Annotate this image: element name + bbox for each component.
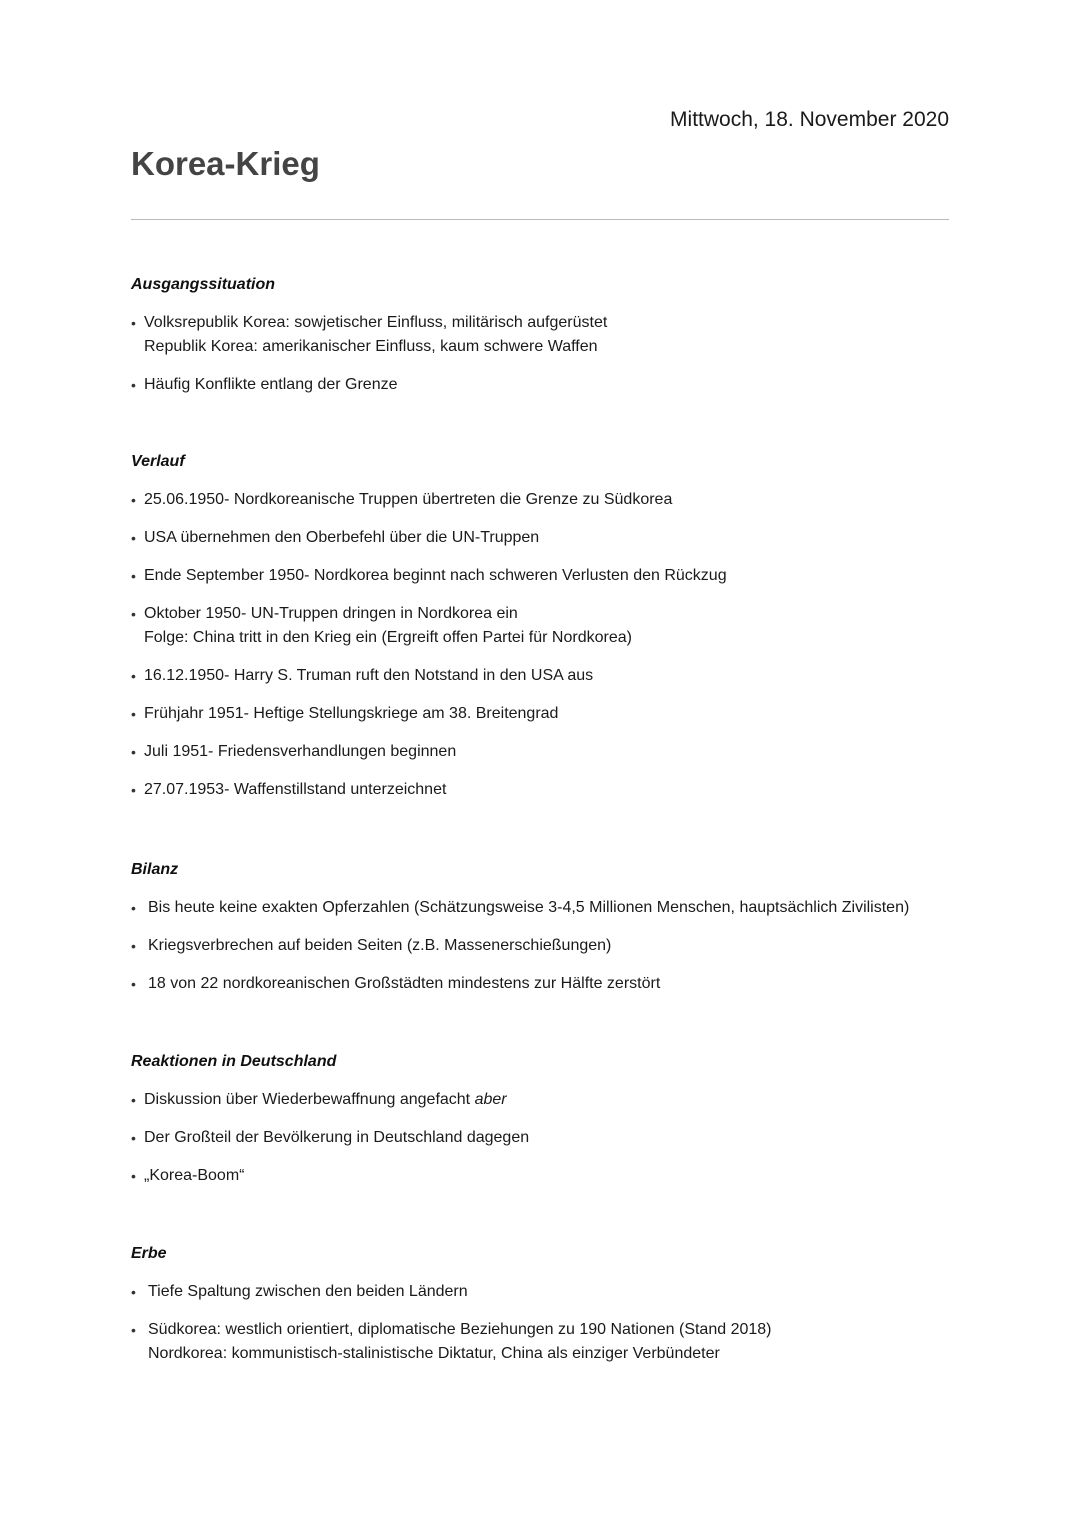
- list-item: [131, 1318, 961, 1366]
- section-heading: Erbe: [131, 1245, 167, 1262]
- list-item: [131, 373, 961, 397]
- bullet-icon: •: [131, 377, 136, 393]
- bullet-list: [131, 311, 961, 397]
- list-item-text: Der Großteil der Bevölkerung in Deutschland dagegen: [144, 1129, 530, 1146]
- list-item-text: Frühjahr 1951- Heftige Stellungskriege am 38. Breitengrad: [144, 705, 559, 722]
- list-item-text: USA übernehmen den Oberbefehl über die UN-Truppen: [144, 529, 540, 546]
- list-item-text: Volksrepublik Korea: sowjetischer Einfluss, militärisch aufgerüstet: [144, 314, 608, 331]
- bullet-icon: •: [131, 492, 136, 508]
- bullet-icon: •: [131, 1284, 136, 1300]
- list-item-text: Juli 1951- Friedensverhandlungen beginnen: [144, 743, 457, 760]
- list-item: [131, 1164, 961, 1188]
- list-item: [131, 664, 961, 688]
- bullet-icon: •: [131, 1130, 136, 1146]
- list-item-text-wrapper: [144, 1088, 961, 1112]
- title-divider: [131, 219, 949, 220]
- list-item-text: 27.07.1953- Waffenstillstand unterzeichnet: [144, 781, 447, 798]
- bullet-list: [131, 488, 961, 802]
- bullet-icon: •: [131, 782, 136, 798]
- list-item: [131, 702, 961, 726]
- list-item-text: Ende September 1950- Nordkorea beginnt nach schweren Verlusten den Rückzug: [144, 567, 727, 584]
- section-heading: Ausgangssituation: [131, 276, 276, 293]
- list-item: [131, 740, 961, 764]
- list-item: [131, 1280, 961, 1304]
- bullet-list: [131, 896, 961, 996]
- bullet-icon: •: [131, 744, 136, 760]
- bullet-icon: •: [131, 706, 136, 722]
- list-item-text: Häufig Konflikte entlang der Grenze: [144, 376, 398, 393]
- list-item-text: Tiefe Spaltung zwischen den beiden Ländern: [148, 1283, 468, 1300]
- list-item-text: Diskussion über Wiederbewaffnung angefacht: [144, 1091, 475, 1108]
- list-item: [131, 602, 961, 650]
- bullet-icon: •: [131, 1168, 136, 1184]
- list-item: [131, 564, 961, 588]
- section-ausgangssituation: [131, 273, 961, 397]
- section-reaktionen: [131, 1050, 961, 1188]
- section-heading: Verlauf: [131, 453, 185, 470]
- bullet-icon: •: [131, 938, 136, 954]
- list-item-text: 18 von 22 nordkoreanischen Großstädten mindestens zur Hälfte zerstört: [148, 975, 661, 992]
- bullet-icon: •: [131, 530, 136, 546]
- section-verlauf: [131, 450, 961, 802]
- list-item: [131, 972, 961, 996]
- list-item-text: 16.12.1950- Harry S. Truman ruft den Notstand in den USA aus: [144, 667, 594, 684]
- list-item: [131, 896, 961, 920]
- list-item-text: Oktober 1950- UN-Truppen dringen in Nordkorea ein: [144, 605, 518, 622]
- list-item: [131, 778, 961, 802]
- list-item-text: 25.06.1950- Nordkoreanische Truppen übertreten die Grenze zu Südkorea: [144, 491, 673, 508]
- bullet-icon: •: [131, 1092, 136, 1108]
- list-item: [131, 488, 961, 512]
- list-item: [131, 1088, 961, 1112]
- list-item: [131, 526, 961, 550]
- list-item-text-continued: Folge: China tritt in den Krieg ein (Ergreift offen Partei für Nordkorea): [144, 629, 632, 646]
- list-item-text-continued: Republik Korea: amerikanischer Einfluss, kaum schwere Waffen: [144, 338, 598, 355]
- bullet-icon: •: [131, 606, 136, 622]
- list-item-text-continued: Nordkorea: kommunistisch-stalinistische Diktatur, China als einziger Verbündeter: [148, 1345, 720, 1362]
- page-title: Korea-Krieg: [131, 145, 320, 182]
- bullet-list: [131, 1088, 961, 1188]
- section-heading: Reaktionen in Deutschland: [131, 1053, 337, 1070]
- section-erbe: [131, 1242, 961, 1366]
- bullet-icon: •: [131, 976, 136, 992]
- bullet-icon: •: [131, 315, 136, 331]
- list-item: [131, 311, 961, 359]
- bullet-list: [131, 1280, 961, 1366]
- list-item: [131, 1126, 961, 1150]
- list-item-text: Südkorea: westlich orientiert, diplomatische Beziehungen zu 190 Nationen (Stand 2018): [148, 1321, 772, 1338]
- bullet-icon: •: [131, 900, 136, 916]
- bullet-icon: •: [131, 668, 136, 684]
- section-heading: Bilanz: [131, 861, 179, 878]
- list-item-text: „Korea-Boom“: [144, 1167, 245, 1184]
- date-line: Mittwoch, 18. November 2020: [670, 108, 949, 131]
- section-bilanz: [131, 858, 961, 996]
- list-item-text: Bis heute keine exakten Opferzahlen (Schätzungsweise 3-4,5 Millionen Menschen, hauptsächlich Zivilisten): [148, 899, 910, 916]
- emphasis-text: aber: [474, 1091, 507, 1108]
- bullet-icon: •: [131, 1322, 136, 1338]
- bullet-icon: •: [131, 568, 136, 584]
- list-item-text: Kriegsverbrechen auf beiden Seiten (z.B. Massenerschießungen): [148, 937, 612, 954]
- list-item: [131, 934, 961, 958]
